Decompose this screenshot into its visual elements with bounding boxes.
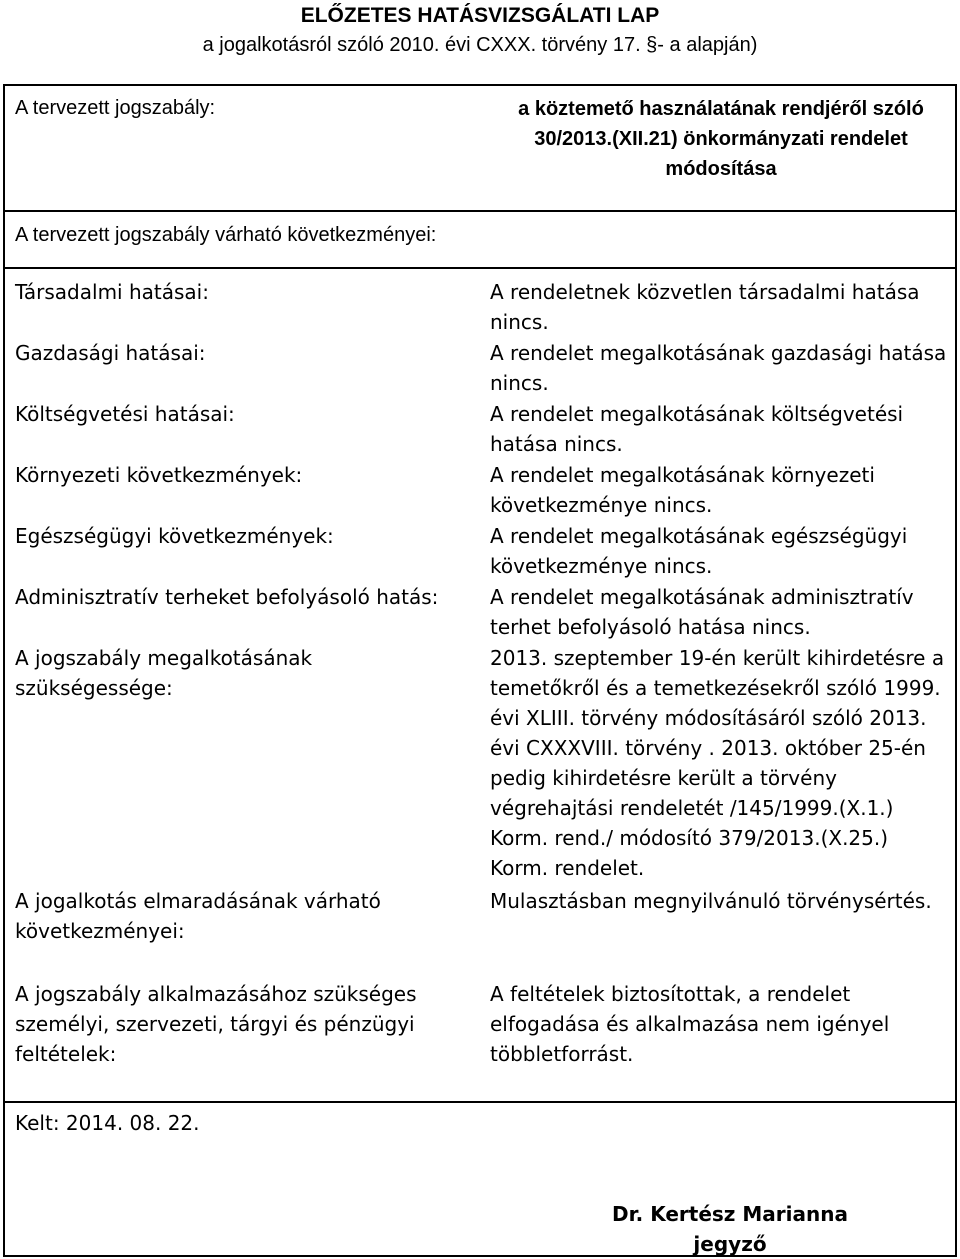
effect-label: Költségvetési hatásai:	[15, 402, 235, 426]
effect-value: A rendeletnek közvetlen társadalmi hatása nincs.	[490, 280, 920, 334]
effect-value: A rendelet megalkotásának egészségügyi következménye nincs.	[490, 524, 908, 578]
effect-label: Környezeti következmények:	[15, 463, 303, 487]
effect-label: A jogalkotás elmaradásának várható következményei:	[15, 889, 381, 943]
effect-label: Adminisztratív terheket befolyásoló hatás:	[15, 585, 439, 609]
effect-label: Gazdasági hatásai:	[15, 341, 206, 365]
effect-label: A jogszabály alkalmazásához szükséges személyi, szervezeti, tárgyi és pénzügyi feltételek:	[15, 982, 417, 1066]
planned-regulation-value: a köztemető használatának rendjéről szóló 30/2013.(XII.21) önkormányzati rendelet módosítása	[518, 98, 924, 180]
effect-value: A rendelet megalkotásának környezeti következménye nincs.	[490, 463, 875, 517]
planned-regulation-label: A tervezett jogszabály:	[15, 97, 216, 119]
signer-name: Dr. Kertész Marianna	[612, 1202, 848, 1226]
signer-title: jegyző	[693, 1232, 767, 1256]
expected-effects-heading: A tervezett jogszabály várható következményei:	[15, 224, 437, 246]
document-date: Kelt: 2014. 08. 22.	[15, 1111, 200, 1135]
effect-value: A feltételek biztosítottak, a rendelet elfogadása és alkalmazása nem igényel többletforrást.	[490, 982, 890, 1066]
effect-value: Mulasztásban megnyilvánuló törvénysértés.	[490, 889, 932, 913]
effect-value: A rendelet megalkotásának gazdasági hatása nincs.	[490, 341, 947, 395]
document-subtitle: a jogalkotásról szóló 2010. évi CXXX. törvény 17. §- a alapján)	[202, 34, 758, 56]
effect-value: A rendelet megalkotásának adminisztratív terhet befolyásoló hatása nincs.	[490, 585, 914, 639]
effect-label: Egészségügyi következmények:	[15, 524, 334, 548]
signature-box	[3, 1101, 957, 1257]
planned-regulation-box	[3, 84, 957, 212]
signature-block	[565, 1199, 895, 1259]
effects-table	[3, 267, 957, 1103]
effect-value: 2013. szeptember 19-én került kihirdetésre a temetőkről és a temetkezésekről szóló 1999. évi XLIII. törvény módosításáról szóló 2013. évi CXXXVIII. törvény . 2013. október 25-én pedig kihirdetésre került a törvény végrehajtási rendeletét /145/1999.(X.1.) Korm. rend./ módosító 379/2013.(X.25.) Korm. rendelet.	[490, 646, 945, 880]
effect-label: Társadalmi hatásai:	[15, 280, 209, 304]
effect-value: A rendelet megalkotásának költségvetési hatása nincs.	[490, 402, 904, 456]
expected-effects-header-box	[3, 210, 957, 269]
document-title: ELŐZETES HATÁSVIZSGÁLATI LAP	[300, 4, 660, 27]
effect-label: A jogszabály megalkotásának szükségessége:	[15, 646, 313, 700]
document-header	[0, 0, 960, 60]
